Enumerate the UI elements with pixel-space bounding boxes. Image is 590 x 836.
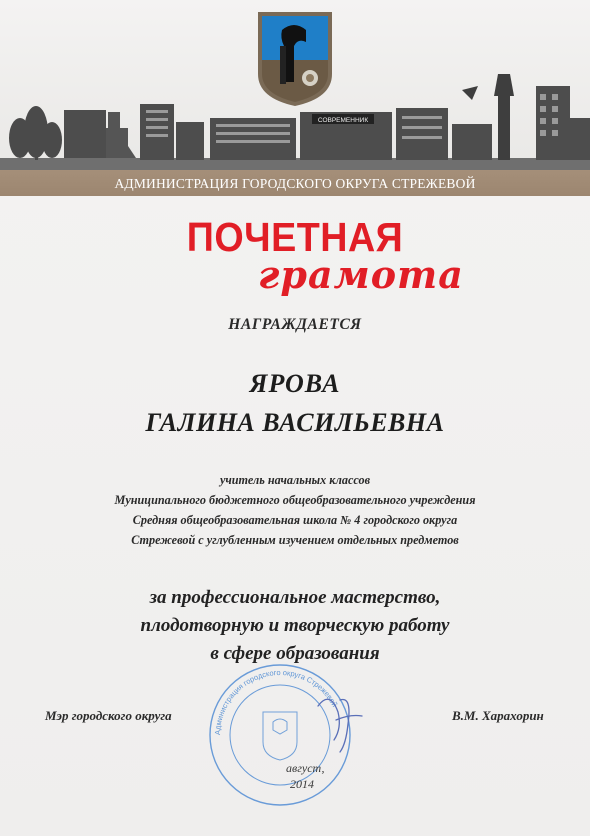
date-year: 2014 <box>290 777 314 791</box>
building-sign: СОВРЕМЕННИК <box>317 117 369 124</box>
reason-line: в сфере образования <box>210 643 380 664</box>
mayor-title: Мэр городского округа <box>45 708 172 723</box>
mayor-name: В.М. Харахорин <box>452 708 544 723</box>
recipient-surname: ЯРОВА <box>249 369 341 398</box>
title-certificate: грамота <box>258 252 464 297</box>
reason-line: за профессиональное мастерство, <box>149 587 441 608</box>
position-line: учитель начальных классов <box>219 473 371 487</box>
title-honorary: ПОЧЕТНАЯ <box>186 214 404 260</box>
date-month: август, <box>286 761 325 775</box>
awarded-label: НАГРАЖДАЕТСЯ <box>228 316 362 333</box>
administration-banner-text: АДМИНИСТРАЦИЯ ГОРОДСКОГО ОКРУГА СТРЕЖЕВОЙ <box>0 170 590 196</box>
position-line: Муниципального бюджетного общеобразовательного учреждения <box>114 493 476 507</box>
position-line: Стрежевой с углубленным изучением отдельных предметов <box>131 533 459 547</box>
reason-line: плодотворную и творческую работу <box>140 615 450 636</box>
official-stamp <box>195 660 365 810</box>
position-line: Средняя общеобразовательная школа № 4 городского округа <box>132 513 458 527</box>
stamp-ring-text: Администрация городского округа Стрежевой <box>212 667 340 736</box>
city-emblem <box>258 12 332 106</box>
recipient-given-names: ГАЛИНА ВАСИЛЬЕВНА <box>145 408 445 437</box>
